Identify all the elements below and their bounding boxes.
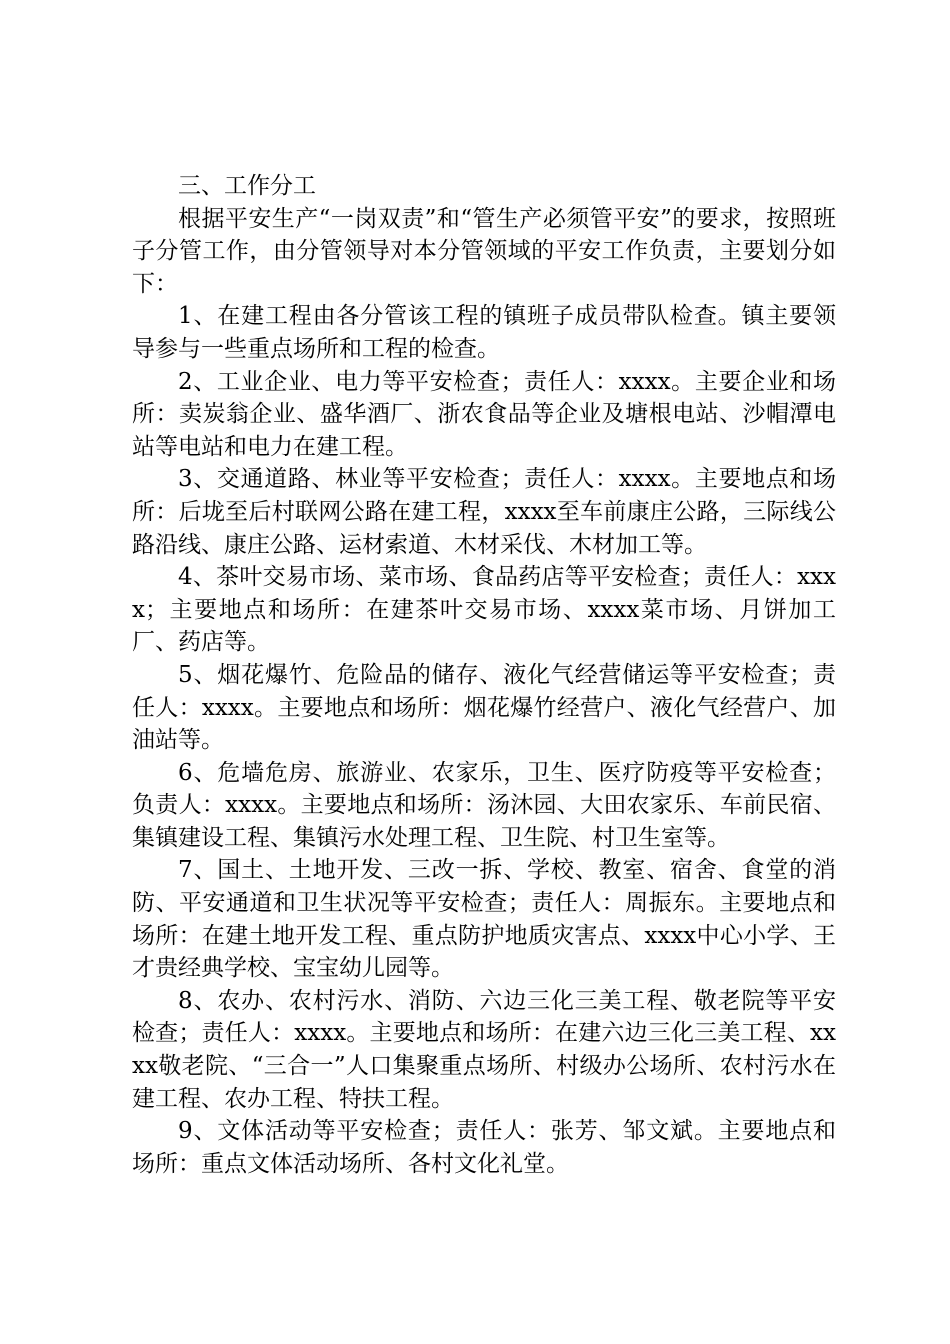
item-paragraph-8: 8、农办、农村污水、消防、六边三化三美工程、敬老院等平安检查；责任人：xxxx。主要地点和场所：在建六边三化三美工程、xxxx敬老院、“三合一”人口集聚重点场所、村级办公场所、农村污水在建工程、农办工程、特扶工程。 (132, 987, 836, 1112)
item-paragraph-6: 6、危墙危房、旅游业、农家乐，卫生、医疗防疫等平安检查；负责人：xxxx。主要地点和场所：汤沐园、大田农家乐、车前民宿、集镇建设工程、集镇污水处理工程、卫生院、村卫生室等。 (132, 759, 836, 851)
item-paragraph-2: 2、工业企业、电力等平安检查；责任人：xxxx。主要企业和场所：卖炭翁企业、盛华酒厂、浙农食品等企业及塘根电站、沙帽潭电站等电站和电力在建工程。 (132, 368, 836, 460)
item-paragraph-7: 7、国土、土地开发、三改一拆、学校、教室、宿舍、食堂的消防、平安通道和卫生状况等平安检查；责任人：周振东。主要地点和场所：在建土地开发工程、重点防护地质灾害点、xxxx中心小学、王才贵经典学校、宝宝幼儿园等。 (132, 857, 836, 982)
item-paragraph-1: 1、在建工程由各分管该工程的镇班子成员带队检查。镇主要领导参与一些重点场所和工程的检查。 (132, 303, 836, 362)
item-paragraph-5: 5、烟花爆竹、危险品的储存、液化气经营储运等平安检查；责任人：xxxx。主要地点和场所：烟花爆竹经营户、液化气经营户、加油站等。 (132, 661, 836, 754)
item-paragraph-9: 9、文体活动等平安检查；责任人：张芳、邹文斌。主要地点和场所：重点文体活动场所、各村文化礼堂。 (132, 1118, 836, 1177)
item-paragraph-3: 3、交通道路、林业等平安检查；责任人：xxxx。主要地点和场所：后垅至后村联网公路在建工程，xxxx至车前康庄公路，三际线公路沿线、康庄公路、运材索道、木材采伐、木材加工等。 (132, 466, 836, 558)
item-paragraph-4: 4、茶叶交易市场、菜市场、食品药店等平安检查；责任人：xxxx；主要地点和场所：在建茶叶交易市场、xxxx菜市场、月饼加工厂、药店等。 (132, 564, 836, 656)
document-body (132, 170, 836, 1180)
intro-paragraph: 根据平安生产“一岗双责”和“管生产必须管平安”的要求，按照班子分管工作，由分管领导对本分管领域的平安工作负责，主要划分如下： (132, 205, 836, 297)
section-heading: 三、工作分工 (178, 173, 316, 199)
